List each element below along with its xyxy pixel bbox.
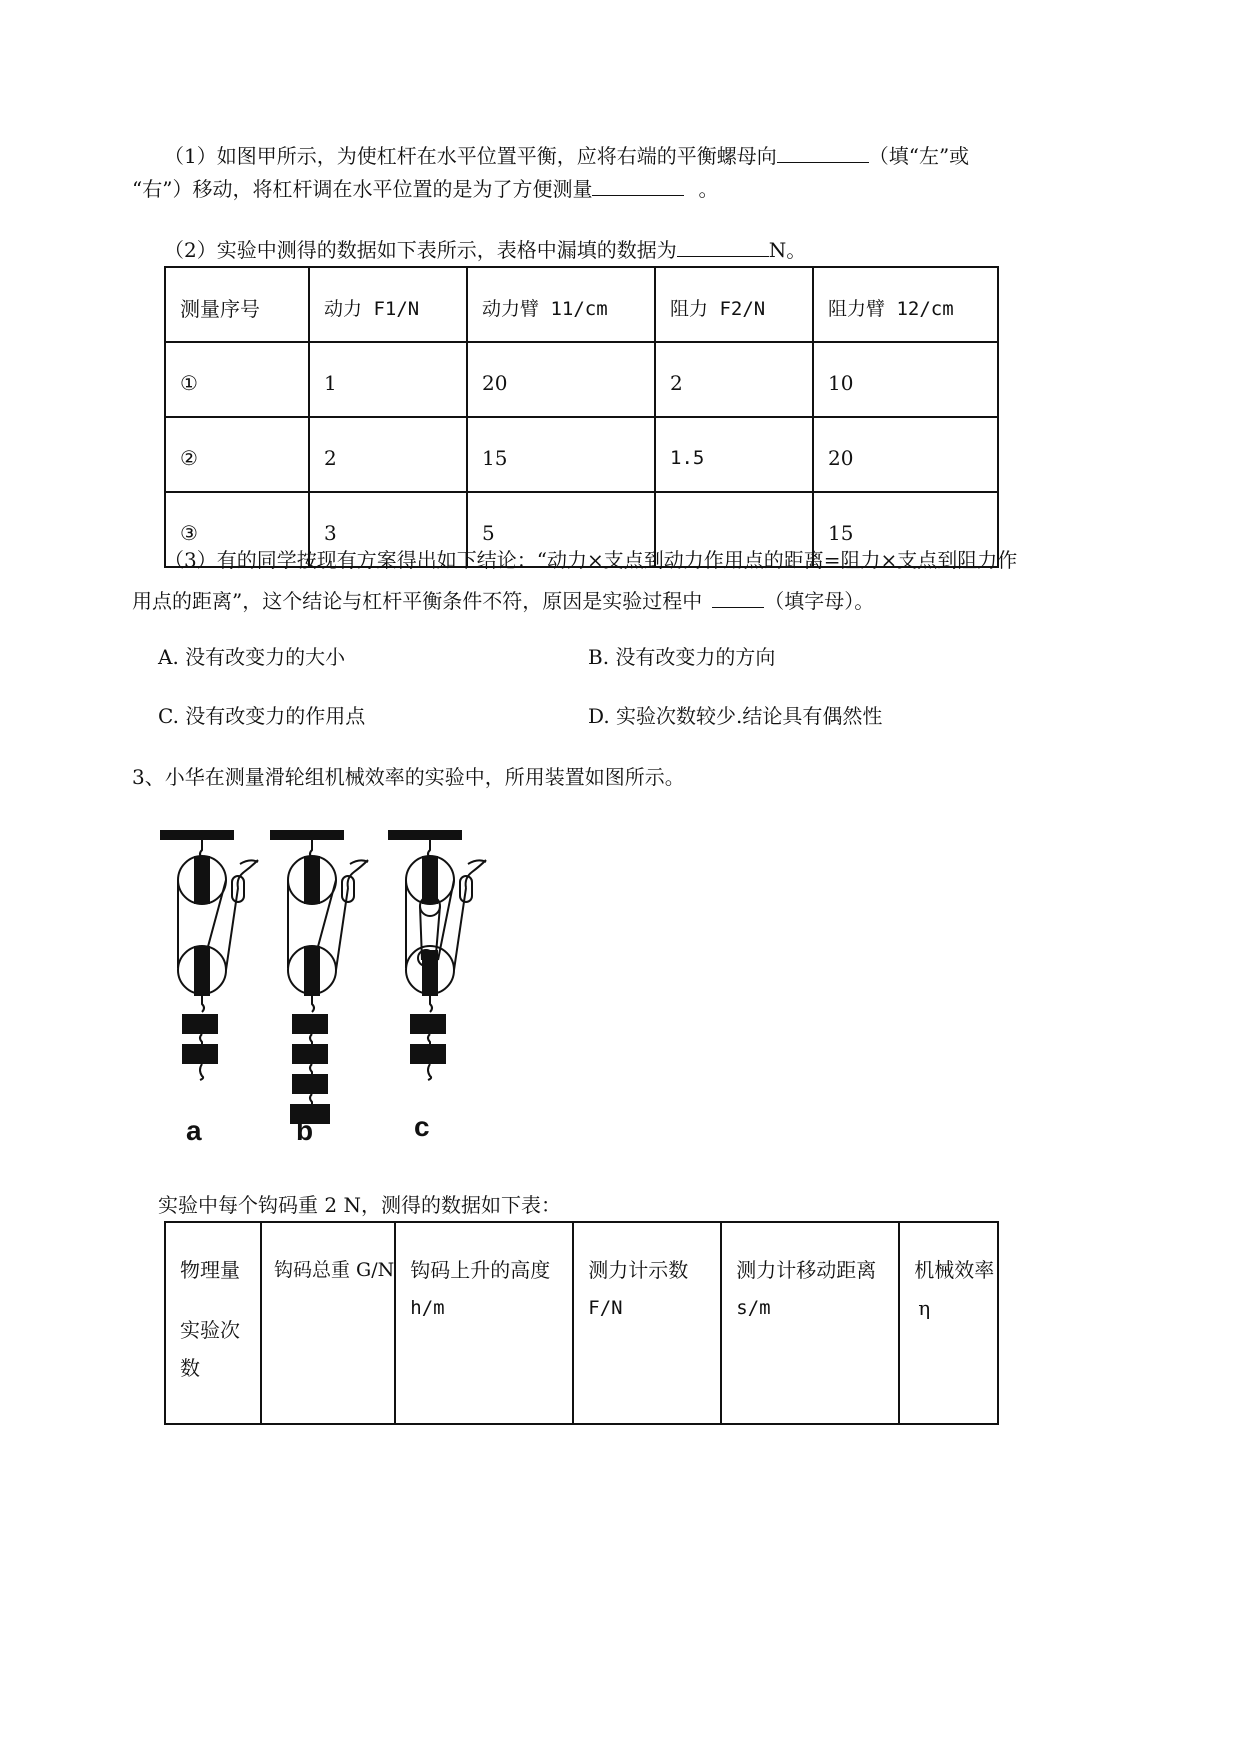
- table-cell: 20: [813, 417, 998, 492]
- question-1-text-b: （填“左”或: [868, 144, 970, 168]
- header-cell: 阻力 F2/N: [655, 267, 813, 342]
- question-next-line: [132, 763, 685, 791]
- question-1-text-c: “右”）移动，将杠杆调在水平位置的是为了方便测量: [132, 177, 593, 201]
- table-cell: 20: [467, 342, 655, 417]
- header-text: 物理量: [180, 1258, 240, 1282]
- header-cell: 阻力臂 12/cm: [813, 267, 998, 342]
- header-text: 测力计移动距离: [736, 1258, 877, 1282]
- question-next-text: 3、小华在测量滑轮组机械效率的实验中，所用装置如图所示。: [132, 765, 685, 789]
- figure-label-a: a: [186, 1115, 202, 1146]
- option-a[interactable]: A. 没有改变力的大小: [158, 645, 346, 669]
- pulley-system-figure: [150, 820, 500, 1150]
- table-cell: 5: [467, 492, 655, 567]
- pulley-data-table: [164, 1221, 999, 1425]
- answer-blank-direction[interactable]: [777, 140, 869, 163]
- header-text: 机械效率: [914, 1258, 995, 1282]
- table-cell: ③: [165, 492, 309, 567]
- question-2-text-a: （2）实验中测得的数据如下表所示，表格中漏填的数据为: [164, 238, 677, 262]
- option-d[interactable]: D. 实验次数较少.结论具有偶然性: [588, 704, 883, 728]
- header-text: F/N: [588, 1297, 623, 1319]
- question-3-line-2: [132, 585, 874, 615]
- header-cell: [261, 1222, 395, 1424]
- question-2-text-b: N。: [768, 238, 807, 262]
- header-text: 测力计示数: [588, 1258, 689, 1282]
- header-cell: 动力臂 11/cm: [467, 267, 655, 342]
- header-cell: [721, 1222, 899, 1424]
- question-3-text-c: （填字母）。: [764, 589, 875, 613]
- answer-blank-missing-value[interactable]: [677, 234, 769, 257]
- question-1-text-d: 。: [698, 177, 719, 201]
- table-cell: 2: [655, 342, 813, 417]
- header-text: h/m: [410, 1297, 445, 1319]
- pulley-setup-a: [160, 830, 258, 1080]
- table-2-intro: [158, 1191, 561, 1219]
- table-2-intro-text: 实验中每个钩码重 2 N，测得的数据如下表：: [158, 1193, 561, 1217]
- figure-label-c: c: [414, 1111, 430, 1142]
- figure-label-b: b: [296, 1115, 314, 1146]
- header-text: η: [918, 1296, 931, 1320]
- table-cell: 15: [467, 417, 655, 492]
- question-1-line-2: [132, 173, 718, 203]
- header-cell: [573, 1222, 721, 1424]
- header-text: s/m: [736, 1297, 771, 1319]
- header-cell: [165, 1222, 261, 1424]
- table-row: [165, 342, 998, 417]
- table-cell: 10: [813, 342, 998, 417]
- header-text: 钩码总重 G/N: [274, 1259, 395, 1281]
- question-1-line-1: [164, 140, 969, 170]
- question-1-text-a: （1）如图甲所示，为使杠杆在水平位置平衡，应将右端的平衡螺母向: [164, 144, 777, 168]
- table-cell: 15: [813, 492, 998, 567]
- header-text: 实验次数: [180, 1318, 240, 1380]
- lever-data-table: [164, 266, 999, 568]
- option-c[interactable]: C. 没有改变力的作用点: [158, 704, 366, 728]
- question-3-line-1: [164, 546, 1017, 574]
- question-3-text-a: （3）有的同学按现有方案得出如下结论：“动力×支点到动力作用点的距离=阻力×支点到阻力作: [164, 548, 1018, 572]
- answer-blank-measure[interactable]: [592, 173, 684, 196]
- table-cell: 2: [309, 417, 467, 492]
- header-cell: 测量序号: [165, 267, 309, 342]
- table-cell: ①: [165, 342, 309, 417]
- header-cell: [899, 1222, 998, 1424]
- table-header-row: [165, 1222, 998, 1424]
- table-cell: 3: [309, 492, 467, 567]
- option-b[interactable]: B. 没有改变力的方向: [588, 645, 776, 669]
- answer-blank-letter[interactable]: [712, 585, 764, 608]
- table-header-row: [165, 267, 998, 342]
- pulley-setup-b: [270, 830, 368, 1124]
- table-cell: 1.5: [655, 417, 813, 492]
- question-2-line: [164, 234, 806, 264]
- question-3-text-b: 用点的距离”，这个结论与杠杆平衡条件不符，原因是实验过程中: [132, 589, 703, 613]
- table-row: [165, 417, 998, 492]
- pulley-setup-c: [388, 830, 486, 1080]
- header-text: 钩码上升的高度: [410, 1258, 551, 1282]
- table-cell: 1: [309, 342, 467, 417]
- header-cell: 动力 F1/N: [309, 267, 467, 342]
- header-cell: [395, 1222, 573, 1424]
- table-cell: ②: [165, 417, 309, 492]
